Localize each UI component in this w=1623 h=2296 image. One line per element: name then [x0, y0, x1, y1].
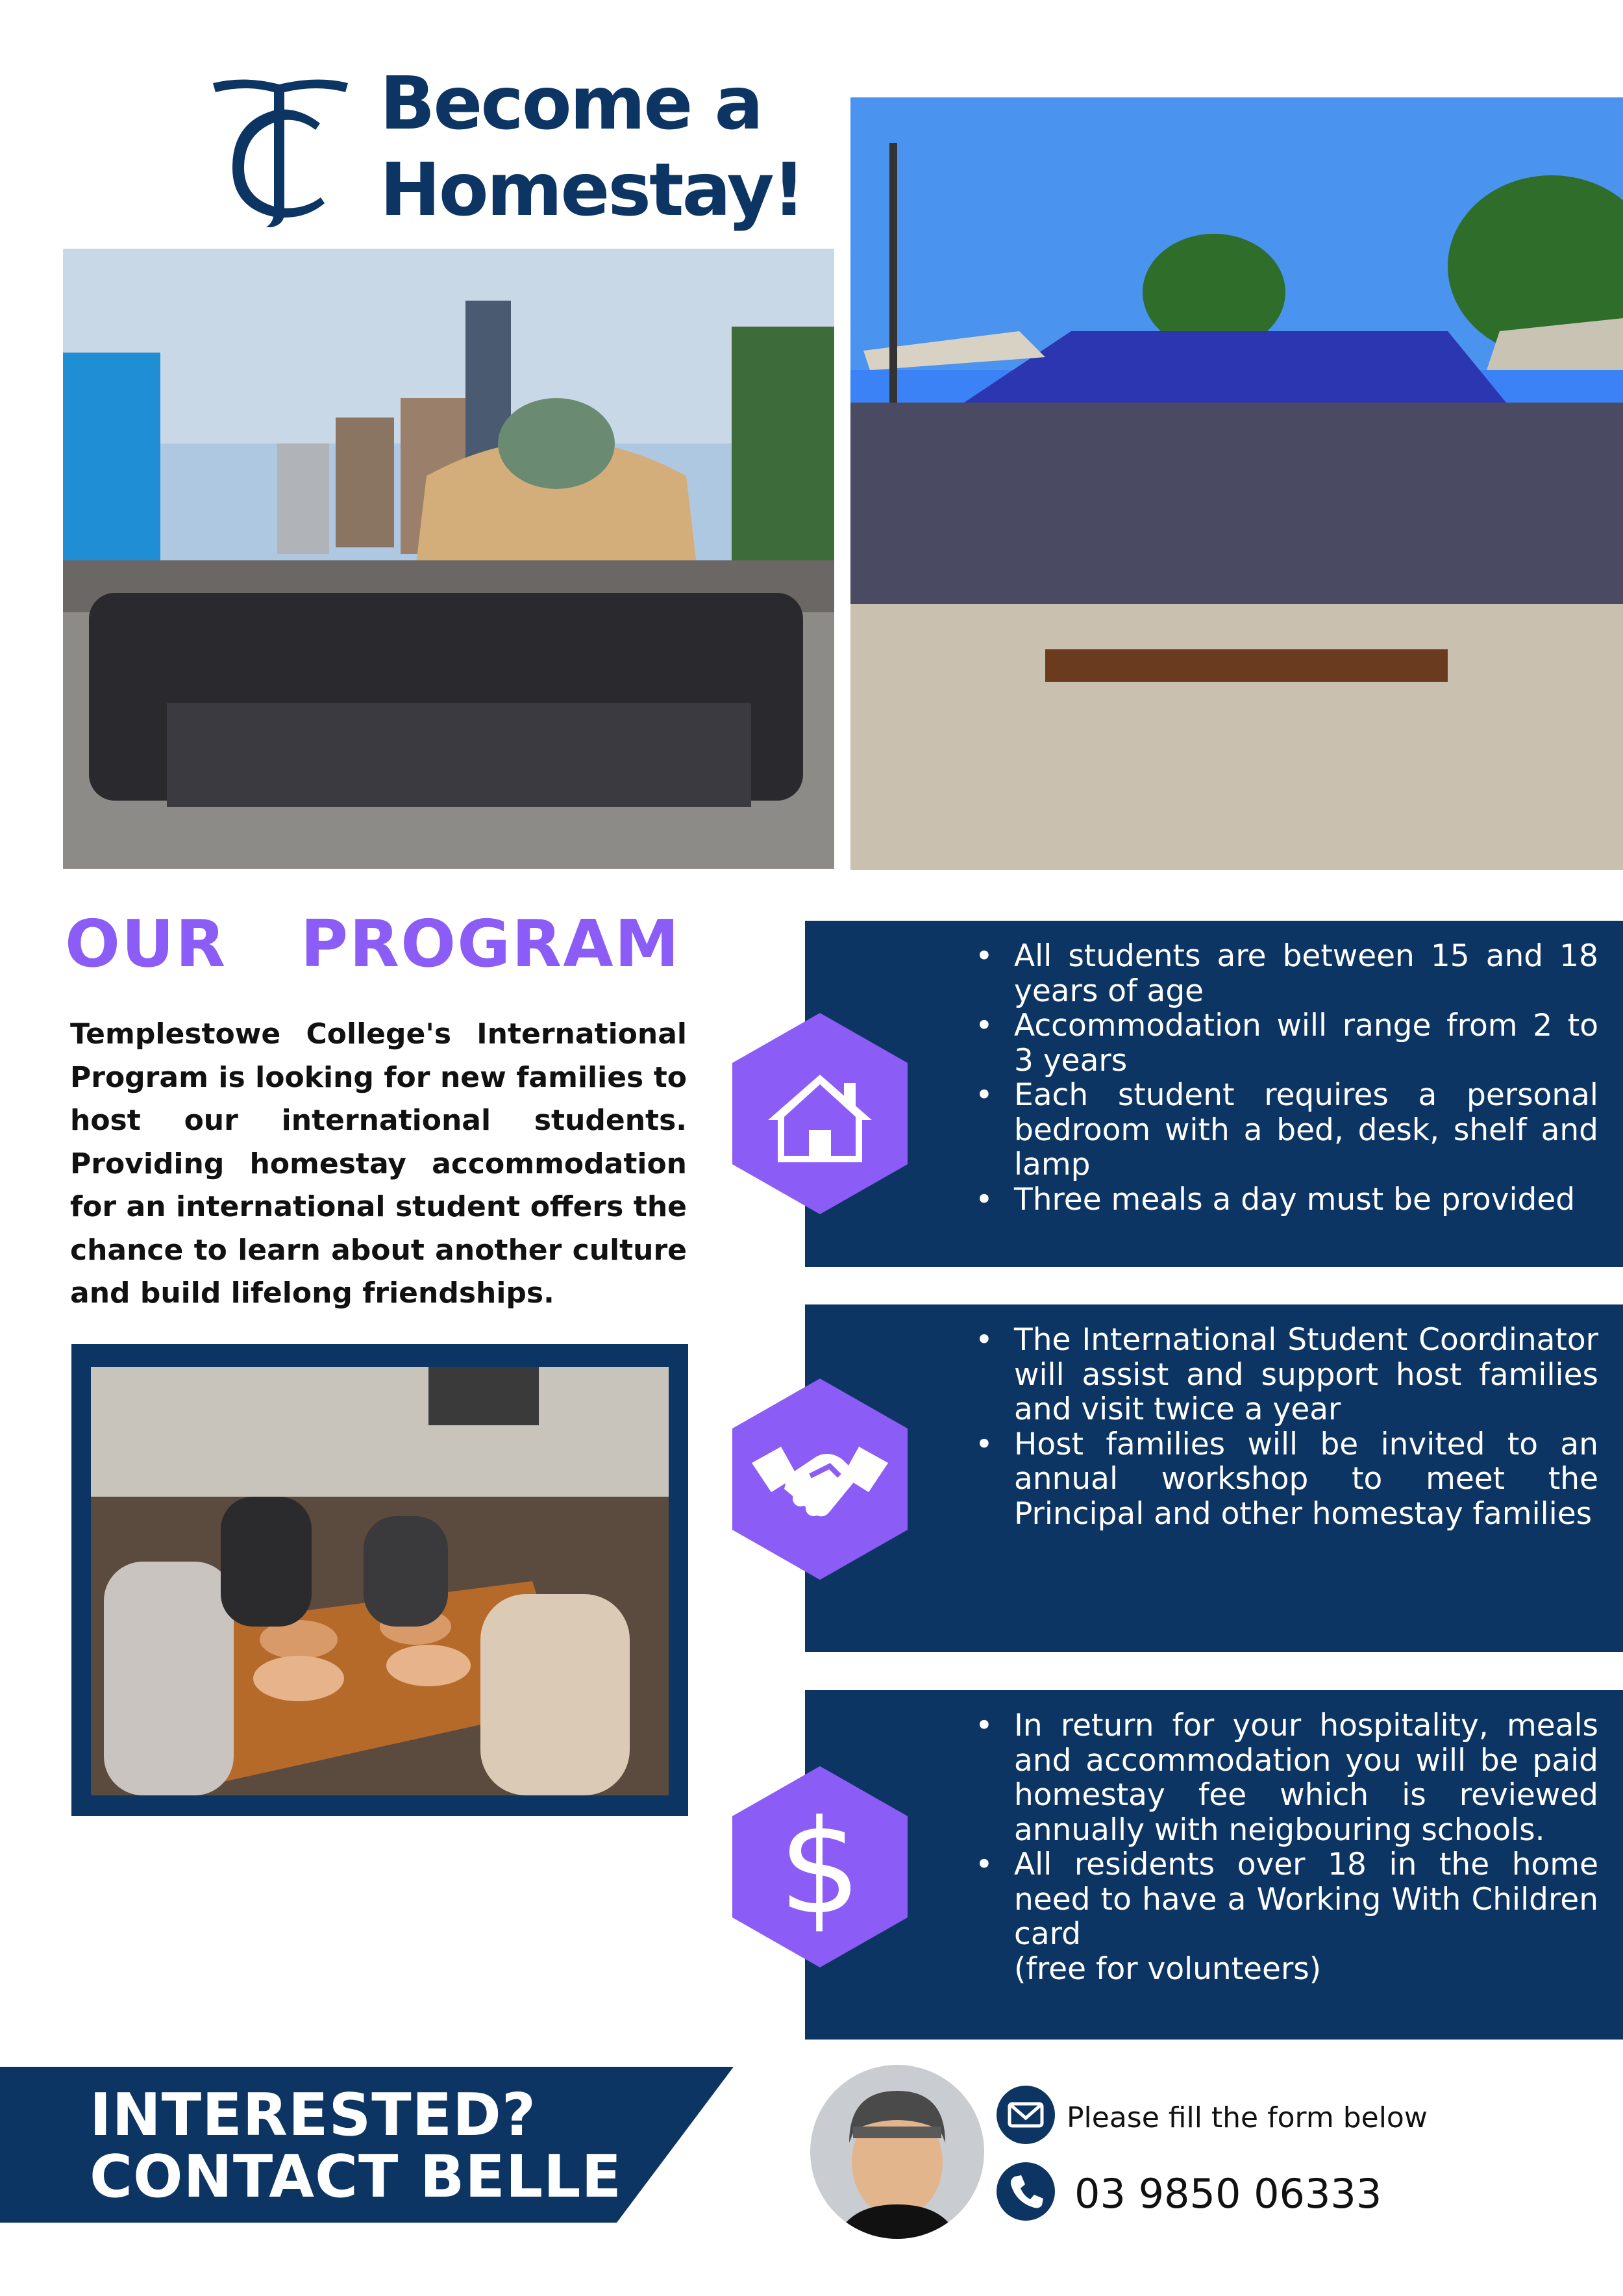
program-heading: OUR PROGRAM	[65, 906, 681, 982]
dinner-photo	[91, 1367, 669, 1795]
title-line-2: Homestay!	[380, 148, 804, 232]
info-box-requirements	[805, 921, 1623, 1267]
list-item: • Each student requires a personal bedroom with a bed, desk, shelf and lamp	[1014, 1078, 1598, 1182]
contact-line-2: CONTACT BELLE	[90, 2143, 622, 2211]
email-icon	[997, 2086, 1055, 2144]
info-box-payment	[805, 1690, 1623, 2040]
list-item: • All residents over 18 in the home need to have a Working With Children card	[1014, 1847, 1598, 1952]
email-instruction[interactable]: Please fill the form below	[1067, 2101, 1428, 2134]
list-item: • Three meals a day must be provided	[1014, 1182, 1598, 1217]
list-item: • Accommodation will range from 2 to 3 years	[1014, 1008, 1598, 1078]
requirements-list	[1014, 939, 1598, 1217]
contact-line-1: INTERESTED?	[90, 2081, 537, 2149]
camp-group-photo	[850, 97, 1623, 870]
program-intro: Templestowe College's International Program is looking for new families to host our international students. Providing homestay accommodation for an international student offers the chance to learn about another culture and build lifelong friendships.	[70, 1017, 687, 1310]
payment-list	[1014, 1708, 1598, 1986]
svg-text:$: $	[778, 1792, 861, 1943]
house-icon	[732, 1013, 908, 1214]
dollar-icon	[732, 1766, 908, 1967]
college-logo	[206, 70, 353, 229]
list-item: • All students are between 15 and 18 years of age	[1014, 939, 1598, 1008]
phone-icon	[997, 2162, 1055, 2221]
info-box-support	[805, 1304, 1623, 1652]
volunteer-note: (free for volunteers)	[1014, 1951, 1322, 1987]
list-item: • In return for your hospitality, meals and accommodation you will be paid homestay fee which is reviewed annually with neigbouring schools.	[1014, 1708, 1598, 1847]
phone-number[interactable]: 03 9850 06333	[1074, 2170, 1382, 2217]
handshake-icon	[732, 1379, 908, 1580]
list-item: • The International Student Coordinator will assist and support host families and visit twice a year	[1014, 1323, 1598, 1427]
dinner-photo-frame	[71, 1344, 688, 1816]
title-line-1: Become a	[380, 62, 762, 146]
list-item: • Host families will be invited to an annual workshop to meet the Principal and other homestay families	[1014, 1427, 1598, 1532]
city-group-photo	[63, 249, 834, 869]
support-list	[1014, 1323, 1598, 1531]
avatar	[810, 2065, 984, 2239]
